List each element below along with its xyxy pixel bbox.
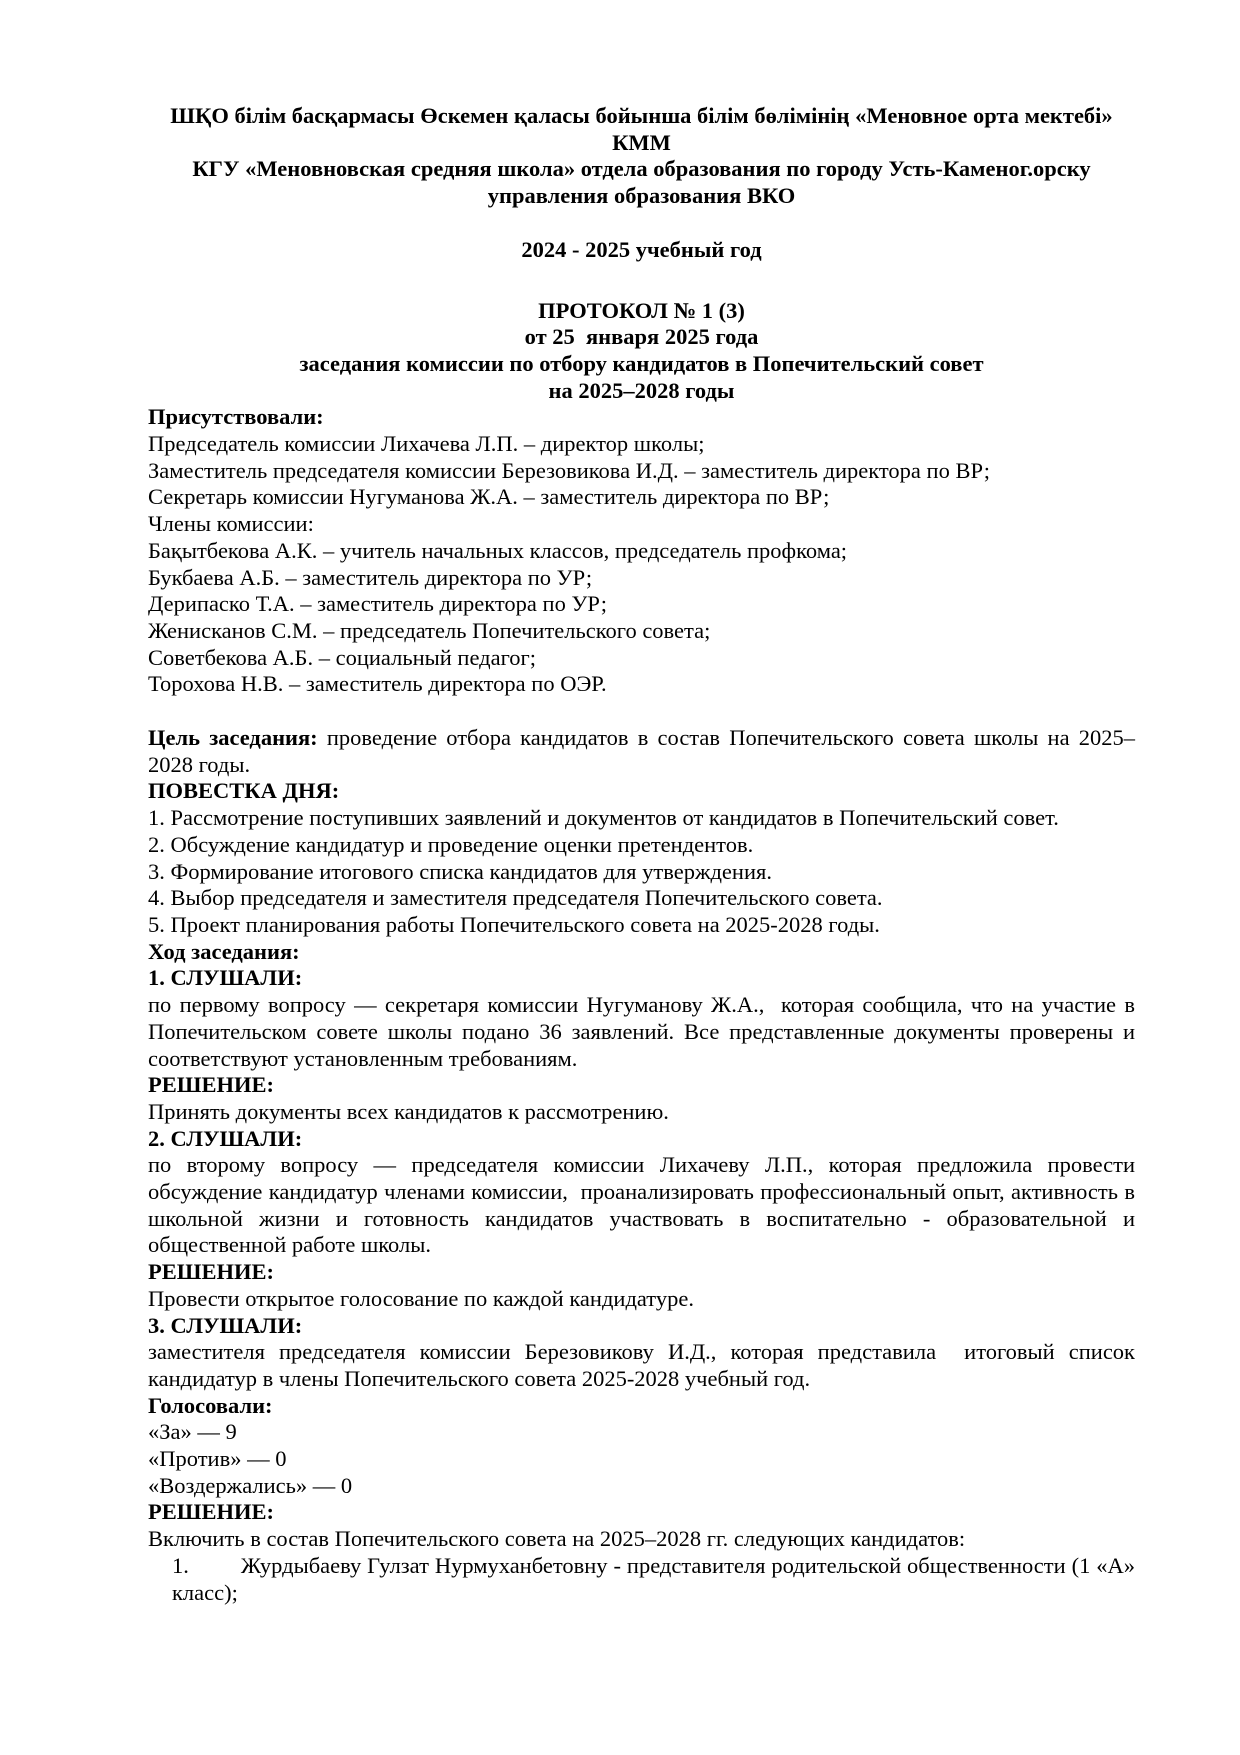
agenda-item: 3. Формирование итогового списка кандидатов для утверждения. <box>148 858 772 884</box>
attendee-line: Бақытбекова А.К. – учитель начальных классов, председатель профкома; <box>148 537 848 563</box>
item1-decision-text: Принять документы всех кандидатов к рассмотрению. <box>148 1098 669 1124</box>
item2-decision-heading: РЕШЕНИЕ: <box>148 1259 274 1285</box>
vote-line: «Воздержались» — 0 <box>148 1472 353 1498</box>
item1-body: по первому вопросу — секретаря комиссии Нугуманову Ж.А., которая сообщила, что на участие в Попечительском совете школы подано 36 заявлений. Все представленные документы проверены и соответствуют установленным требованиям. <box>148 992 1141 1071</box>
spacer <box>148 210 1135 237</box>
agenda-item: 4. Выбор председателя и заместителя председателя Попечительского совета. <box>148 885 883 911</box>
agenda-item: 5. Проект планирования работы Попечительского совета на 2025-2028 годы. <box>148 911 880 937</box>
attendees-heading: Присутствовали: <box>148 404 324 430</box>
item3-decision-intro: Включить в состав Попечительского совета на 2025–2028 гг. следующих кандидатов: <box>148 1526 966 1552</box>
vote-line: «За» — 9 <box>148 1419 237 1445</box>
item2-decision-text: Провести открытое голосование по каждой кандидатуре. <box>148 1285 694 1311</box>
item1-heading: 1. СЛУШАЛИ: <box>148 965 303 991</box>
candidate-item <box>172 1552 1141 1606</box>
protocol-period: на 2025–2028 годы <box>548 377 735 403</box>
protocol-date: от 25 января 2025 года <box>524 324 759 350</box>
item2-heading: 2. СЛУШАЛИ: <box>148 1125 303 1151</box>
protocol-title: ПРОТОКОЛ № 1 (3) <box>538 297 745 323</box>
agenda-item: 2. Обсуждение кандидатур и проведение оценки претендентов. <box>148 831 754 857</box>
voting-heading: Голосовали: <box>148 1392 273 1418</box>
protocol-subject: заседания комиссии по отбору кандидатов в Попечительский совет <box>299 350 984 376</box>
org-name-kazakh: ШҚО білім басқармасы Өскемен қаласы бойынша білім бөлімінің «Меновное орта мектебі» КММ <box>170 103 1119 155</box>
attendee-line: Букбаева А.Б. – заместитель директора по УР; <box>148 564 593 590</box>
agenda-heading: ПОВЕСТКА ДНЯ: <box>148 778 340 804</box>
item3-body: заместителя председателя комиссии Березовикову И.Д., которая представила итоговый список кандидатур в члены Попечительского совета 2025-2028 учебный год. <box>148 1339 1141 1391</box>
item3-heading: 3. СЛУШАЛИ: <box>148 1312 303 1338</box>
attendee-line: Заместитель председателя комиссии Березовикова И.Д. – заместитель директора по ВР; <box>148 457 991 483</box>
agenda-item: 1. Рассмотрение поступивших заявлений и документов от кандидатов в Попечительский совет. <box>148 805 1059 831</box>
vote-line: «Против» — 0 <box>148 1446 287 1472</box>
org-name-russian: КГУ «Меновновская средняя школа» отдела образования по городу Усть-Каменог.орску управления образования ВКО <box>192 156 1097 209</box>
item2-body: по второму вопросу — председателя комиссии Лихачеву Л.П., которая предложила провести обсуждение кандидатур членами комиссии, проанализировать профессиональный опыт, активность в школьной жизни и готовность кандидатов участвовать в воспитательно - образовательной и общественной работе школы. <box>148 1152 1141 1258</box>
attendee-line: Председатель комиссии Лихачева Л.П. – директор школы; <box>148 431 705 457</box>
attendee-line: Дерипаско Т.А. – заместитель директора по УР; <box>148 591 607 617</box>
attendee-line: Секретарь комиссии Нугуманова Ж.А. – заместитель директора по ВР; <box>148 484 830 510</box>
item1-decision-heading: РЕШЕНИЕ: <box>148 1072 274 1098</box>
attendee-line: Члены комиссии: <box>148 511 314 537</box>
proceedings-heading: Ход заседания: <box>148 938 300 964</box>
attendee-line: Женисканов С.М. – председатель Попечительского совета; <box>148 617 711 643</box>
candidate-text: Журдыбаеву Гулзат Нурмуханбетовну - представителя родительской общественности (1 «А» класс); <box>172 1552 1141 1605</box>
attendee-line: Торохова Н.В. – заместитель директора по ОЭР. <box>148 671 607 697</box>
attendee-line: Советбекова А.Б. – социальный педагог; <box>148 644 536 670</box>
purpose-label: Цель заседания: <box>148 725 318 751</box>
school-year: 2024 - 2025 учебный год <box>521 236 762 262</box>
spacer <box>148 264 1135 298</box>
purpose-paragraph <box>148 725 1135 778</box>
candidate-number: 1. <box>172 1552 189 1578</box>
item3-decision-heading: РЕШЕНИЕ: <box>148 1499 274 1525</box>
purpose-text: проведение отбора кандидатов в состав Попечительского совета школы на 2025–2028 годы. <box>148 725 1136 777</box>
spacer <box>148 698 1135 725</box>
